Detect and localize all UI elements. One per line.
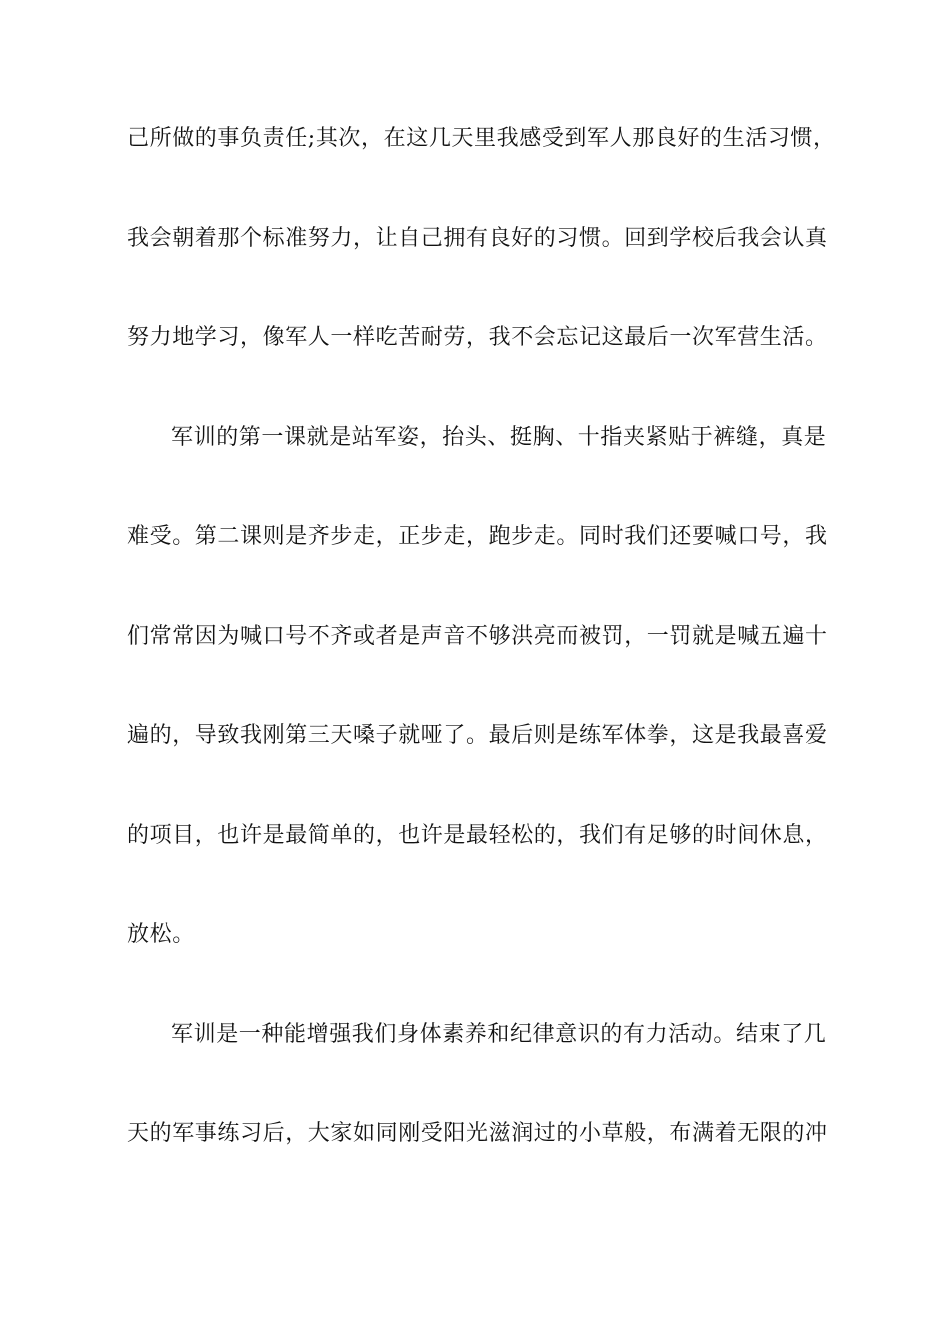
paragraph-line: 天的军事练习后，大家如同刚受阳光滋润过的小草般，布满着无限的冲 (127, 1121, 828, 1146)
paragraph-line: 努力地学习，像军人一样吃苦耐劳，我不会忘记这最后一次军营生活。 (127, 325, 828, 350)
paragraph-line: 难受。第二课则是齐步走，正步走，跑步走。同时我们还要喊口号，我 (127, 524, 828, 549)
paragraph-line: 己所做的事负责任;其次，在这几天里我感受到军人那良好的生活习惯， (127, 126, 836, 151)
paragraph-line: 我会朝着那个标准努力，让自己拥有良好的习惯。回到学校后我会认真 (127, 226, 828, 251)
paragraph-line: 放松。 (127, 922, 195, 947)
paragraph-line: 的项目，也许是最简单的，也许是最轻松的，我们有足够的时间休息， (127, 823, 828, 848)
paragraph-first-line: 军训是一种能增强我们身体素养和纪律意识的有力活动。结束了几 (171, 1022, 827, 1047)
paragraph-first-line: 军训的第一课就是站军姿，抬头、挺胸、十指夹紧贴于裤缝，真是 (171, 425, 827, 450)
paragraph-line: 遍的，导致我刚第三天嗓子就哑了。最后则是练军体拳，这是我最喜爱 (127, 723, 828, 748)
paragraph-line: 们常常因为喊口号不齐或者是声音不够洪亮而被罚，一罚就是喊五遍十 (127, 624, 828, 649)
